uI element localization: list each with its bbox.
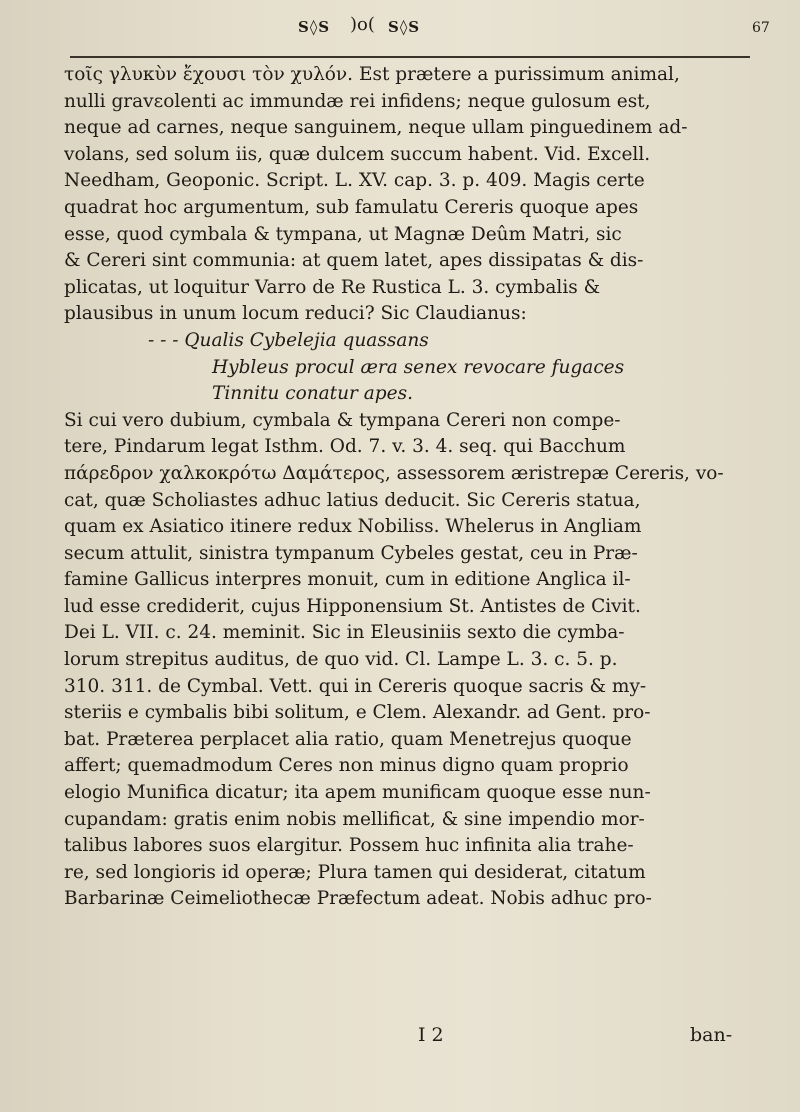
text-line: Needham, Geoponic. Script. L. XV. cap. 3. p. 409. Magis certe [64,170,645,192]
verse-line: Hybleus procul æra senex revocare fugaces [212,356,625,378]
header-rule [70,56,750,58]
text-line: lorum strepitus auditus, de quo vid. Cl. Lampe L. 3. c. 5. p. [64,649,618,671]
text-line: plicatas, ut loquitur Varro de Re Rustica L. 3. cymbalis & [64,276,601,298]
text-line: Si cui vero dubium, cymbala & tympana Cereri non compe- [64,409,621,431]
verse-line: - - - Qualis Cybelejia quassans [148,329,429,351]
text-line: lud esse crediderit, cujus Hipponensium St. Antistes de Civit. [64,595,641,617]
text-line: nulli gravεolenti ac immundæ rei infidens; neque gulosum est, [64,90,651,112]
text-line: affert; quemadmodum Ceres non minus digno quam proprio [64,755,629,777]
catchword: ban- [690,1024,733,1046]
text-line: πάρεδρον χαλκοκρότω Δαμάτερος, assessorem æristrepæ Cereris, vo- [64,462,724,484]
text-line: talibus labores suos elargitur. Possem huc infinita alia trahe- [64,835,634,857]
text-line: tere, Pindarum legat Isthm. Od. 7. v. 3. 4. seq. qui Bacchum [64,436,626,458]
text-line: quam ex Asiatico itinere redux Nobiliss. Whelerus in Angliam [64,516,642,538]
text-line: esse, quod cymbala & tympana, ut Magnæ Deûm Matri, sic [64,223,622,245]
text-line: cupandam: gratis enim nobis mellificat, & sine impendio mor- [64,808,645,830]
text-line: quadrat hoc argumentum, sub famulatu Cereris quoque apes [64,196,639,218]
text-line: 310. 311. de Cymbal. Vett. qui in Cereris quoque sacris & my- [64,675,647,697]
text-line: secum attulit, sinistra tympanum Cybeles gestat, ceu in Præ- [64,542,638,564]
ornament-left: S◊S [298,18,331,36]
ornament-right: S◊S [388,18,421,36]
text-line: Dei L. VII. c. 24. meminit. Sic in Eleusiniis sexto die cymba- [64,622,625,644]
text-line: neque ad carnes, neque sanguinem, neque ullam pinguedinem ad- [64,117,688,139]
text-line: bat. Præterea perplacet alia ratio, quam Menetrejus quoque [64,728,632,750]
page-number: 67 [752,20,770,36]
text-line: τοῖς γλυκὺν ἔχουσι τὸν χυλόν. Est prætere a purissimum animal, [64,64,680,85]
text-line: steriis e cymbalis bibi solitum, e Clem. Alexandr. ad Gent. pro- [64,702,651,724]
text-line: famine Gallicus interpres monuit, cum in editione Anglica il- [64,569,631,591]
text-line: Barbarinæ Ceimeliothecæ Præfectum adeat. Nobis adhuc pro- [64,888,652,910]
text-line: cat, quæ Scholiastes adhuc latius deducit. Sic Cereris statua, [64,489,641,511]
text-line: elogio Munifica dicatur; ita apem munificam quoque esse nun- [64,782,651,804]
text-line: plausibus in unum locum reduci? Sic Claudianus: [64,303,527,325]
text-line: volans, sed solum iis, quæ dulcem succum habent. Vid. Excell. [64,143,651,165]
body-text [64,62,754,913]
signature-mark: I 2 [418,1024,444,1046]
verse-line: Tinnitu conatur apes. [212,383,413,405]
text-line: re, sed longioris id operæ; Plura tamen qui desiderat, citatum [64,861,646,883]
ornament-center: )o( [350,14,375,35]
text-line: & Cereri sint communia: at quem latet, apes dissipatas & dis- [64,250,644,272]
page-header [0,8,800,48]
